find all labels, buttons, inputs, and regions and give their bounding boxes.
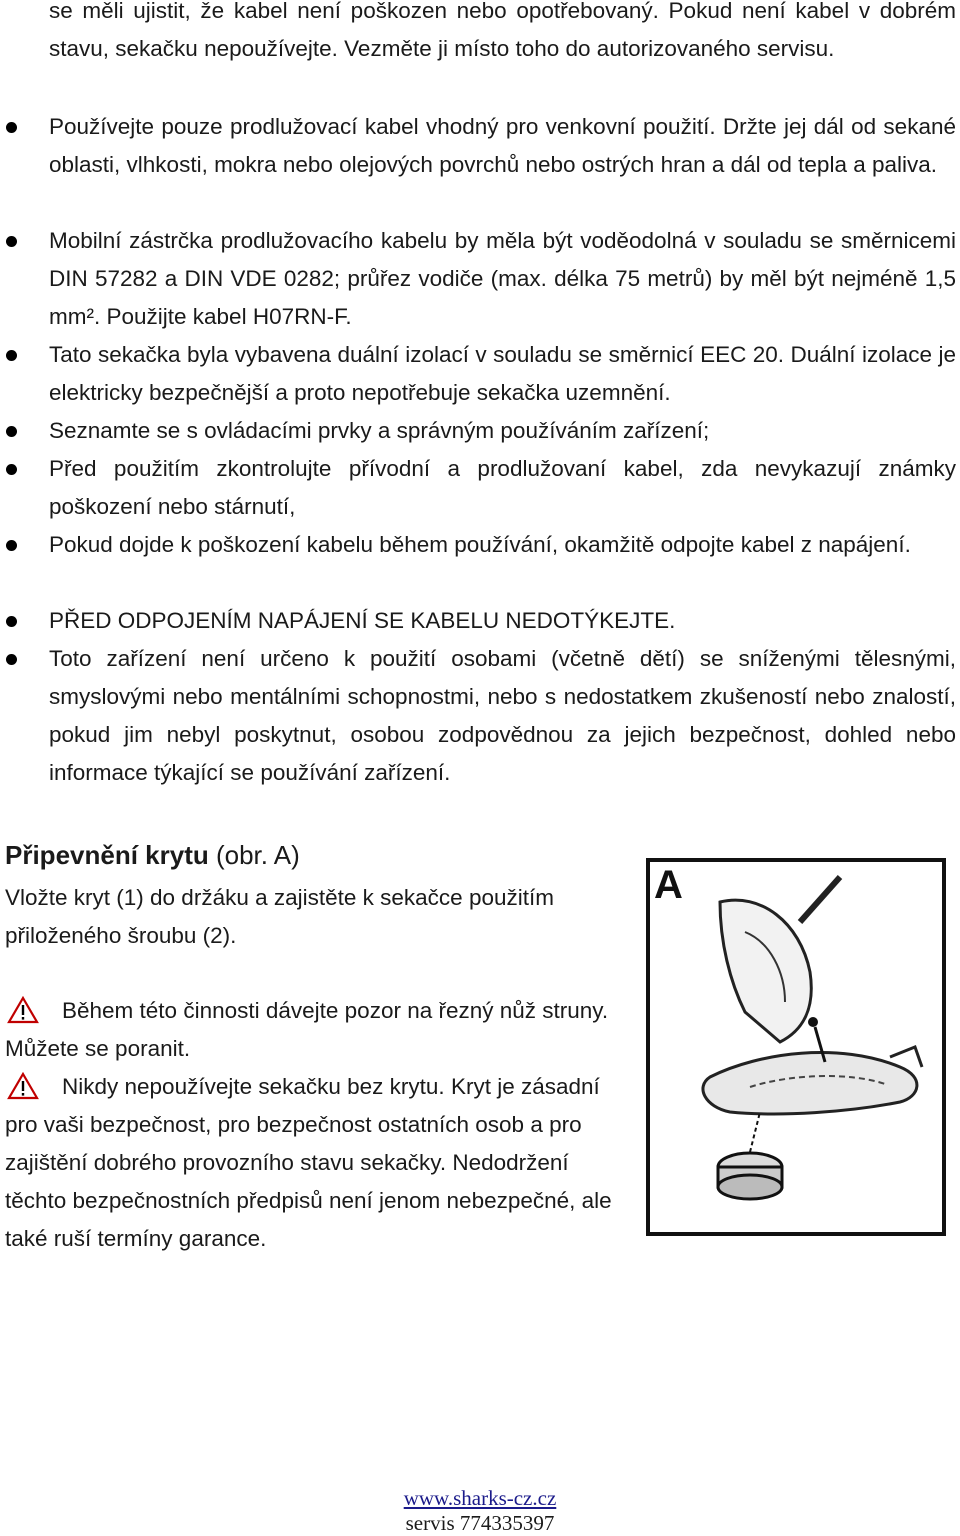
mower-guard-illustration xyxy=(650,862,942,1232)
bullet-dot-icon xyxy=(6,350,17,361)
figure-label: A xyxy=(654,863,683,907)
footer-service: servis 774335397 xyxy=(405,1511,555,1535)
warning-text-1: Během této činnosti dávejte pozor na řezný nůž struny. Můžete se poranit. xyxy=(5,998,609,1061)
section-heading: Připevnění krytu (obr. A) xyxy=(5,840,300,870)
bullet-dot-icon xyxy=(6,540,17,551)
list-item: Pokud dojde k poškození kabelu během používání, okamžitě odpojte kabel z napájení. xyxy=(0,526,956,564)
list-item: Toto zařízení není určeno k použití osobami (včetně dětí) se sníženými tělesnými, smyslovými nebo mentálními schopnostmi, nebo s nedostatkem zkušeností nebo znalostí, pokud jim nebyl poskytnut, osobou zodpovědnou za jejich bezpečnost, dohled nebo informace týkající se používání zařízení. xyxy=(0,640,956,792)
list-item: Seznamte se s ovládacími prvky a správným používáním zařízení; xyxy=(0,412,956,450)
continuation-text: se měli ujistit, že kabel není poškozen nebo opotřebovaný. Pokud není kabel v dobrém stavu, sekačku nepoužívejte. Vezměte ji místo toho do autorizovaného servisu. xyxy=(49,0,956,61)
bullet-dot-icon xyxy=(6,236,17,247)
bullet-dot-icon xyxy=(6,426,17,437)
bullet-dot-icon xyxy=(6,616,17,627)
footer-website[interactable]: www.sharks-cz.cz xyxy=(403,1486,557,1510)
warning-text-2: Nikdy nepoužívejte sekačku bez krytu. Kryt je zásadní pro vaši bezpečnost, pro bezpečnost ostatních osob a pro zajištění dobrého provozního stavu sekačky. Nedodržení těchto bezpečnostních předpisů není jenom nebezpečné, ale také ruší termíny garance. xyxy=(5,1074,612,1251)
list-item: Mobilní zástrčka prodlužovacího kabelu by měla být voděodolná v souladu se směrnicemi DIN 57282 a DIN VDE 0282; průřez vodiče (max. délka 75 metrů) by měl být nejméně 1,5 mm². Použijte kabel H07RN-F. xyxy=(0,222,956,336)
list-item: Používejte pouze prodlužovací kabel vhodný pro venkovní použití. Držte jej dál od sekané oblasti, vlhkosti, mokra nebo olejových povrchů nebo ostrých hran a dál od tepla a paliva. xyxy=(0,108,956,184)
figure-a xyxy=(646,858,946,1236)
section-intro: Vložte kryt (1) do držáku a zajistěte k sekačce použitím přiloženého šroubu (2). xyxy=(5,885,554,948)
list-item: Před použitím zkontrolujte přívodní a prodlužovaní kabel, zda nevykazují známky poškození nebo stárnutí, xyxy=(0,450,956,526)
bullet-dot-icon xyxy=(6,654,17,665)
bullet-dot-icon xyxy=(6,464,17,475)
list-item: PŘED ODPOJENÍM NAPÁJENÍ SE KABELU NEDOTÝKEJTE. xyxy=(0,602,956,640)
bullet-dot-icon xyxy=(6,122,17,133)
list-item: Tato sekačka byla vybavena duální izolací v souladu se směrnicí EEC 20. Duální izolace je elektricky bezpečnější a proto nepotřebuje sekačka uzemnění. xyxy=(0,336,956,412)
